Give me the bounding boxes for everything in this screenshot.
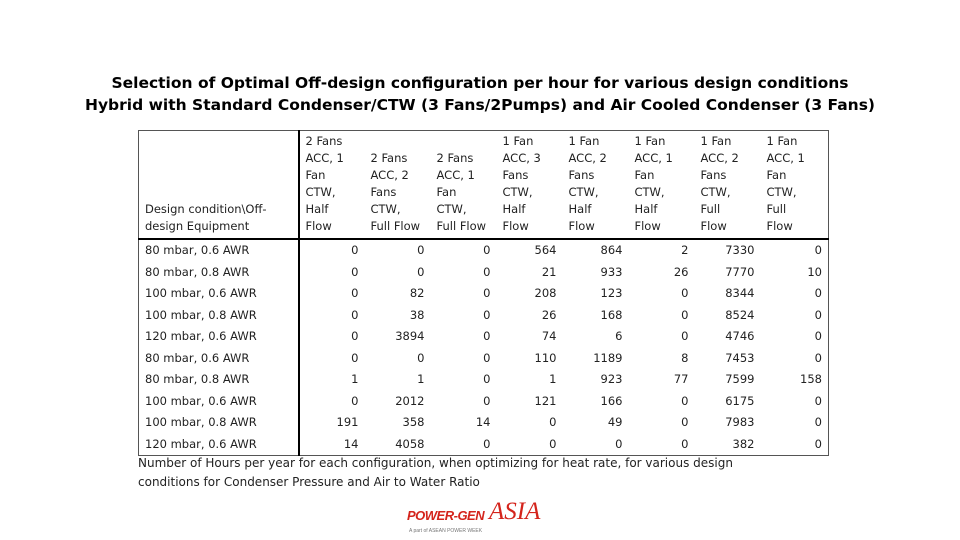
table-cell: 1: [417, 372, 425, 386]
header-line: CTW,: [568, 185, 599, 199]
header-line: Full: [700, 202, 721, 216]
header-line: 1 Fan: [634, 134, 666, 148]
header-line: Fans: [568, 168, 595, 182]
column-header: [365, 131, 431, 240]
table-row: [139, 262, 829, 284]
row-label: 100 mbar, 0.8 AWR: [139, 305, 299, 327]
table-cell: 14: [475, 415, 491, 429]
table-cell: 0: [681, 286, 689, 300]
table-cell: 8344: [725, 286, 755, 300]
table-cell: 0: [351, 286, 359, 300]
table-cell: 7330: [725, 243, 755, 257]
table-cell: 0: [483, 350, 491, 365]
row-label: 80 mbar, 0.8 AWR: [139, 369, 299, 391]
table-cell: 0: [351, 393, 359, 408]
table-cell: 21: [541, 264, 557, 279]
header-line: Flow: [700, 219, 727, 233]
table-cell: 166: [600, 393, 623, 408]
column-header: [299, 131, 365, 240]
table-cell: 0: [814, 436, 822, 451]
table-cell: 1: [549, 372, 557, 386]
logo-subtitle: A part of ASEAN POWER WEEK: [409, 528, 483, 534]
row-label: 80 mbar, 0.6 AWR: [139, 348, 299, 370]
table-cell: 77: [673, 372, 689, 386]
header-line: Fan: [766, 168, 787, 182]
table-row: [139, 326, 829, 348]
table-cell: 0: [681, 307, 689, 322]
table-cell: 7599: [725, 372, 755, 386]
header-line: ACC, 1: [305, 151, 344, 165]
table-cell: 2012: [395, 393, 425, 408]
table-cell: 110: [534, 350, 557, 365]
column-header: [695, 131, 761, 240]
header-line: Full Flow: [436, 219, 487, 233]
column-header: [761, 131, 829, 240]
power-gen-asia-logo: [407, 500, 567, 540]
table-row: [139, 412, 829, 434]
table-cell: 0: [615, 436, 623, 451]
data-table-container: [138, 130, 828, 452]
table-cell: 0: [417, 350, 425, 365]
title-line-1: Selection of Optimal Off-design configuration per hour for various design conditions: [111, 74, 849, 92]
table-cell: 864: [600, 243, 623, 257]
header-line: ACC, 1: [436, 168, 475, 182]
header-line: CTW,: [766, 185, 797, 199]
table-row: [139, 283, 829, 305]
table-cell: 933: [600, 264, 623, 279]
hours-table: [138, 130, 829, 456]
table-cell: 8524: [725, 307, 755, 322]
table-cell: 0: [681, 329, 689, 343]
title-line-2: Hybrid with Standard Condenser/CTW (3 Fans/2Pumps) and Air Cooled Condenser (3 Fans): [84, 96, 876, 114]
table-cell: 0: [681, 415, 689, 429]
header-line: ACC, 1: [634, 151, 673, 165]
table-cell: 6: [615, 329, 623, 343]
table-cell: 0: [483, 286, 491, 300]
column-header: [497, 131, 563, 240]
table-cell: 10: [807, 264, 822, 279]
header-line: ACC, 2: [568, 151, 607, 165]
table-cell: 0: [549, 436, 557, 451]
table-cell: 0: [351, 264, 359, 279]
table-row: [139, 348, 829, 370]
table-cell: 49: [607, 415, 623, 429]
header-line: 1 Fan: [502, 134, 534, 148]
header-line: Fan: [305, 168, 326, 182]
header-line: ACC, 1: [766, 151, 805, 165]
header-line: ACC, 2: [700, 151, 739, 165]
table-cell: 7770: [725, 264, 755, 279]
table-cell: 0: [814, 307, 822, 322]
table-cell: 923: [600, 372, 623, 386]
table-cell: 4058: [395, 436, 425, 451]
logo-accent-text: ASIA: [489, 498, 541, 525]
header-line: Half: [568, 202, 592, 216]
header-line: Flow: [568, 219, 595, 233]
table-header-row: [139, 131, 829, 240]
table-cell: 0: [483, 436, 491, 451]
table-cell: 0: [549, 415, 557, 429]
header-line: Fan: [634, 168, 655, 182]
row-label: 100 mbar, 0.8 AWR: [139, 412, 299, 434]
table-cell: 2: [681, 243, 689, 257]
header-line: Flow: [634, 219, 661, 233]
table-cell: 3894: [395, 329, 425, 343]
table-cell: 1189: [593, 350, 623, 365]
caption-line: conditions for Condenser Pressure and Air to Water Ratio: [138, 475, 480, 489]
table-cell: 0: [814, 286, 822, 300]
row-label: 120 mbar, 0.6 AWR: [139, 434, 299, 456]
row-label: 120 mbar, 0.6 AWR: [139, 326, 299, 348]
table-cell: 0: [814, 415, 822, 429]
table-cell: 74: [541, 329, 557, 343]
header-line: 2 Fans: [436, 151, 474, 165]
table-cell: 0: [681, 436, 689, 451]
table-row: [139, 305, 829, 327]
caption-line: Number of Hours per year for each configuration, when optimizing for heat rate, for various design: [138, 456, 733, 470]
table-cell: 0: [814, 243, 822, 257]
header-line: 1 Fan: [700, 134, 732, 148]
header-line: Full: [766, 202, 787, 216]
header-line: Fans: [502, 168, 529, 182]
row-label: 80 mbar, 0.8 AWR: [139, 262, 299, 284]
table-cell: 358: [402, 415, 425, 429]
table-cell: 4746: [725, 329, 755, 343]
header-line: ACC, 2: [370, 168, 409, 182]
table-cell: 0: [417, 264, 425, 279]
header-line: CTW,: [700, 185, 731, 199]
table-cell: 0: [814, 329, 822, 343]
table-row: [139, 391, 829, 413]
table-cell: 191: [336, 415, 359, 429]
table-caption: [138, 454, 778, 492]
table-cell: 0: [814, 393, 822, 408]
column-header: [431, 131, 497, 240]
header-line: ACC, 3: [502, 151, 541, 165]
corner-header-line: design Equipment: [145, 219, 250, 233]
table-cell: 158: [800, 372, 822, 386]
header-line: Fans: [370, 185, 397, 199]
table-cell: 26: [541, 307, 557, 322]
column-header: [629, 131, 695, 240]
header-line: CTW,: [370, 202, 401, 216]
logo-main-text: POWER-GEN: [407, 508, 485, 523]
table-cell: 0: [483, 243, 491, 257]
table-cell: 0: [681, 393, 689, 408]
table-cell: 26: [673, 264, 689, 279]
table-cell: 0: [483, 329, 491, 343]
table-cell: 1: [351, 372, 359, 386]
table-cell: 7453: [725, 350, 755, 365]
header-line: CTW,: [634, 185, 665, 199]
table-cell: 0: [483, 307, 491, 322]
header-line: Fan: [436, 185, 457, 199]
table-cell: 0: [351, 350, 359, 365]
table-cell: 123: [600, 286, 623, 300]
header-line: Half: [305, 202, 329, 216]
corner-header-line: Design condition\Off-: [145, 202, 267, 216]
table-cell: 564: [534, 243, 557, 257]
table-cell: 38: [409, 307, 425, 322]
table-cell: 0: [814, 350, 822, 365]
table-row: [139, 239, 829, 262]
header-line: Flow: [502, 219, 529, 233]
header-line: Flow: [766, 219, 793, 233]
table-cell: 8: [681, 350, 689, 365]
header-line: 2 Fans: [370, 151, 408, 165]
table-cell: 0: [483, 372, 491, 386]
table-cell: 82: [409, 286, 425, 300]
header-line: Half: [502, 202, 526, 216]
header-line: Flow: [305, 219, 332, 233]
table-cell: 0: [351, 329, 359, 343]
header-line: CTW,: [305, 185, 336, 199]
header-line: 2 Fans: [305, 134, 343, 148]
table-cell: 0: [483, 264, 491, 279]
header-line: 1 Fan: [766, 134, 798, 148]
row-label: 80 mbar, 0.6 AWR: [139, 239, 299, 262]
table-cell: 208: [534, 286, 557, 300]
table-cell: 382: [732, 436, 755, 451]
table-cell: 6175: [725, 393, 755, 408]
table-cell: 14: [343, 436, 359, 451]
corner-header: [139, 131, 299, 240]
header-line: Fans: [700, 168, 727, 182]
table-cell: 168: [600, 307, 623, 322]
table-cell: 0: [351, 243, 359, 257]
header-line: 1 Fan: [568, 134, 600, 148]
row-label: 100 mbar, 0.6 AWR: [139, 391, 299, 413]
header-line: Full Flow: [370, 219, 421, 233]
table-cell: 121: [534, 393, 557, 408]
table-body: [139, 239, 829, 456]
table-cell: 0: [483, 393, 491, 408]
table-cell: 7983: [725, 415, 755, 429]
table-cell: 0: [417, 243, 425, 257]
header-line: CTW,: [436, 202, 467, 216]
table-cell: 0: [351, 307, 359, 322]
table-row: [139, 434, 829, 456]
column-header: [563, 131, 629, 240]
header-line: CTW,: [502, 185, 533, 199]
header-line: Half: [634, 202, 658, 216]
table-row: [139, 369, 829, 391]
row-label: 100 mbar, 0.6 AWR: [139, 283, 299, 305]
